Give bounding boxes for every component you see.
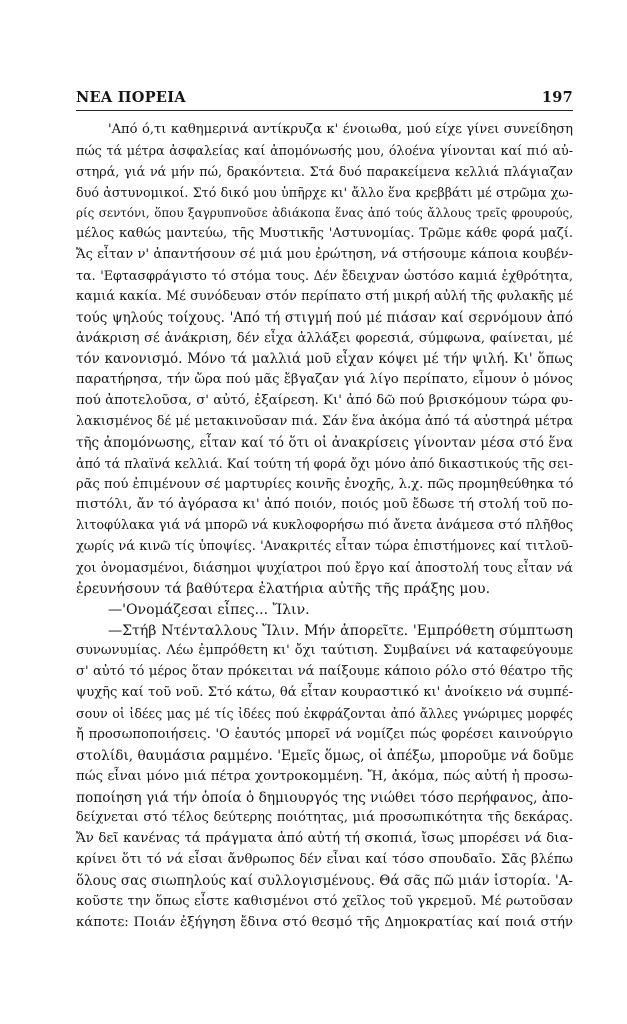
text-line: πιστόλι, ἄν τό ἀγόρασα κι' ἀπό ποιόν, ποιός μοῦ ἔδωσε τή στολή τοῦ πο- xyxy=(76,497,573,513)
text-line: μέλος καθώς μαντεύω, τῆς Μυστικῆς 'Αστυνομίας. Τρῶμε κάθε φορά μαζί. xyxy=(76,226,573,242)
text-line: ρᾶς πού ἐπιμένουν σέ μαρτυρίες κοινῆς ἐνοχῆς, λ.χ. πῶς προμηθεύθηκα τό xyxy=(76,476,574,492)
text-line: καμιά κακία. Μέ συνόδευαν στόν περίπατο στή μικρή αὐλή τῆς φυλακῆς μέ xyxy=(76,288,573,304)
text-line: στηρά, γιά νά μήν πώ, δρακόντεια. Στά δυό παρακείμενα κελλιά πλάγιαζαν xyxy=(76,163,573,179)
text-line: σ' αὐτό τό μέρος ὅταν πρόκειται νά παίξουμε κάποιο ρόλο στό θέατρο τῆς xyxy=(76,664,573,680)
text-line: ἐρευνήσουν τά βαθύτερα ἐλατήρια αὐτῆς τῆς πράξης μου. xyxy=(76,580,491,597)
body-text xyxy=(76,120,573,934)
text-line: τῆς ἀπομόνωσης, εἶταν καί τό ὅτι οἱ ἀνακρίσεις γίνονταν μέσα στό ἕνα xyxy=(76,434,573,451)
text-line: συνωνυμίας. Λέω ἐμπρόθετη κι' ὄχι ταύτιση. Συμβαίνει νά καταφεύγουμε xyxy=(76,643,573,659)
text-line: πώς εἶναι μόνο μιά πέτρα χοντροκομμένη. Ἤ, ἀκόμα, πώς αὐτή ἡ προσω- xyxy=(76,768,573,784)
text-line: 'Από ό,τι καθημερινά αντίκρυζα κ' ένοιωθα, μού είχε γίνει συνείδηση xyxy=(108,122,573,137)
text-line: χοι ὀνομασμένοι, διάσημοι ψυχίατροι πού ἔργο καί ἀποστολή τους εἶταν νά xyxy=(76,560,573,576)
text-line: ρίς σεντόνι, ὅπου ξαγρυπνοῦσε ἀδιάκοπα ἕνας ἀπό τούς ἄλλους τρεῖς φρουρούς, xyxy=(76,206,573,221)
text-line: ἤ προσωποποιήσεις. 'Ο ἑαυτός μπορεῖ νά νομίζει πώς φορέσει καινούργιο xyxy=(76,726,573,742)
text-line: τόν κανονισμό. Μόνο τά μαλλιά μοῦ εἶχαν κόψει μέ τήν ψιλή. Κι' ὅπως xyxy=(76,351,573,368)
text-line: ἀνάκριση σέ ἀνάκριση, δέν εἶχα ἀλλάξει φορεσιά, σύμφωνα, φαίνεται, μέ xyxy=(76,330,573,346)
text-line: Ἄν δεῖ κανένας τά πράγματα ἀπό αὐτή τή σκοπιά, ἴσως μπορέσει νά δια- xyxy=(76,831,573,847)
text-line: κάποτε: Ποιάν ἐξήγηση ἔδινα στό θεσμό τῆς Δημοκρατίας καί ποιά στήν xyxy=(76,914,573,930)
text-line: παρατήρησα, τήν ὥρα πού μᾶς ἔβγαζαν γιά λίγο περίπατο, εἶμουν ὁ μόνος xyxy=(76,372,573,388)
text-line: σουν οἱ ἰδέες μας μέ τίς ἰδέες πού ἐκφράζονται ἀπό ἄλλες γνώριμες μορφές xyxy=(76,706,573,722)
journal-title: ΝΕΑ ΠΟΡΕΙΑ xyxy=(76,89,186,106)
text-line: ψυχῆς καί τοῦ νοῦ. Στό κάτω, θά εἶταν κουραστικό κι' ἀνοίκειο νά συμπέ- xyxy=(76,685,573,701)
text-line: χωρίς νά κινῶ τίς ὑποψίες. 'Ανακριτές εἶταν τώρα ἐπιστήμονες καί τιτλοῦ- xyxy=(76,539,573,555)
text-line: ἀπό τά πλαϊνά κελλιά. Καί τούτη τή φορά ὄχι μόνο ἀπό δικαστικούς τῆς σει- xyxy=(76,455,573,471)
text-line: πού ἀποτελοῦσα, σ' αὐτό, ἐξαίρεση. Κι' ἀπό δῶ πού βρισκόμουν τώρα φυ- xyxy=(76,393,573,409)
text-line: τούς ψηλούς τοίχους. 'Από τή στιγμή πού μέ πιάσαν καί σερνόμουν ἀπό xyxy=(76,309,573,326)
text-line: δείχνεται στό τέλος δεύτερης ποιότητας, μιά προσωπικότητα τῆς δεκάρας. xyxy=(76,810,573,826)
text-line: κρίνει ὅτι τό νά εἶσαι ἄνθρωπος δέν εἶναι καί τόσο σπουδαῖο. Σᾶς βλέπω xyxy=(76,852,573,868)
text-line: λακισμένος δέ μέ μετακινοῦσαν πιά. Σάν ἕνα ἀκόμα ἀπό τά αὐστηρά μέτρα xyxy=(76,414,573,430)
text-line: δυό ἀστυνομικοί. Στό δικό μου ὑπῆρχε κι' ἄλλο ἕνα κρεββάτι μέ στρῶμα χω- xyxy=(76,184,573,200)
dialogue-line: —'Ονομάζεσαι εἶπες... Ἴλιν. xyxy=(108,601,310,618)
page-number: 197 xyxy=(541,89,573,106)
header-rule xyxy=(76,110,573,111)
text-line: τα. 'Εφτασφράγιστο τό στόμα τους. Δέν ἔδειχναν ὡστόσο καμιά ἐχθρότητα, xyxy=(76,268,573,284)
text-line: Ἄς εἶταν ν' ἀπαντήσουν σέ μιά μου ἐρώτηση, νά στήσουμε κάποια κουβέν- xyxy=(76,247,573,263)
text-line: ποποίηση γιά τήν ὁποία ὁ δημιουργός της νιώθει τόσο περήφανος, ἀπο- xyxy=(76,789,573,806)
text-line: ὅλους σας σιωπηλούς καί συλλογισμένους. Θά σᾶς πῶ μιάν ἱστορία. 'Α- xyxy=(76,872,573,889)
text-line: λιτοφύλακα γιά νά μπορῶ νά κυκλοφορήσω πιό ἄνετα ἀνάμεσα στό πλῆθος xyxy=(76,518,574,534)
running-head xyxy=(76,86,573,106)
text-line: πώς τά μέτρα ἀσφαλείας καί ἀπομόνωσής μου, όλοένα γίνονται καί πιό αὐ- xyxy=(76,142,573,158)
dialogue-line: —Στήβ Ντένταλλους Ἴλιν. Μήν ἀπορεῖτε. 'Εμπρόθετη σύμπτωση xyxy=(108,622,573,639)
text-line: στολίδι, θαυμάσια ραμμένο. 'Εμεῖς ὅμως, οἱ ἀπέξω, μποροῦμε νά δοῦμε xyxy=(76,747,574,764)
text-line: κοῦστε την ὅπως εἶστε καθισμένοι στό χεῖλος τοῦ γκρεμοῦ. Μέ ρωτοῦσαν xyxy=(76,893,573,909)
